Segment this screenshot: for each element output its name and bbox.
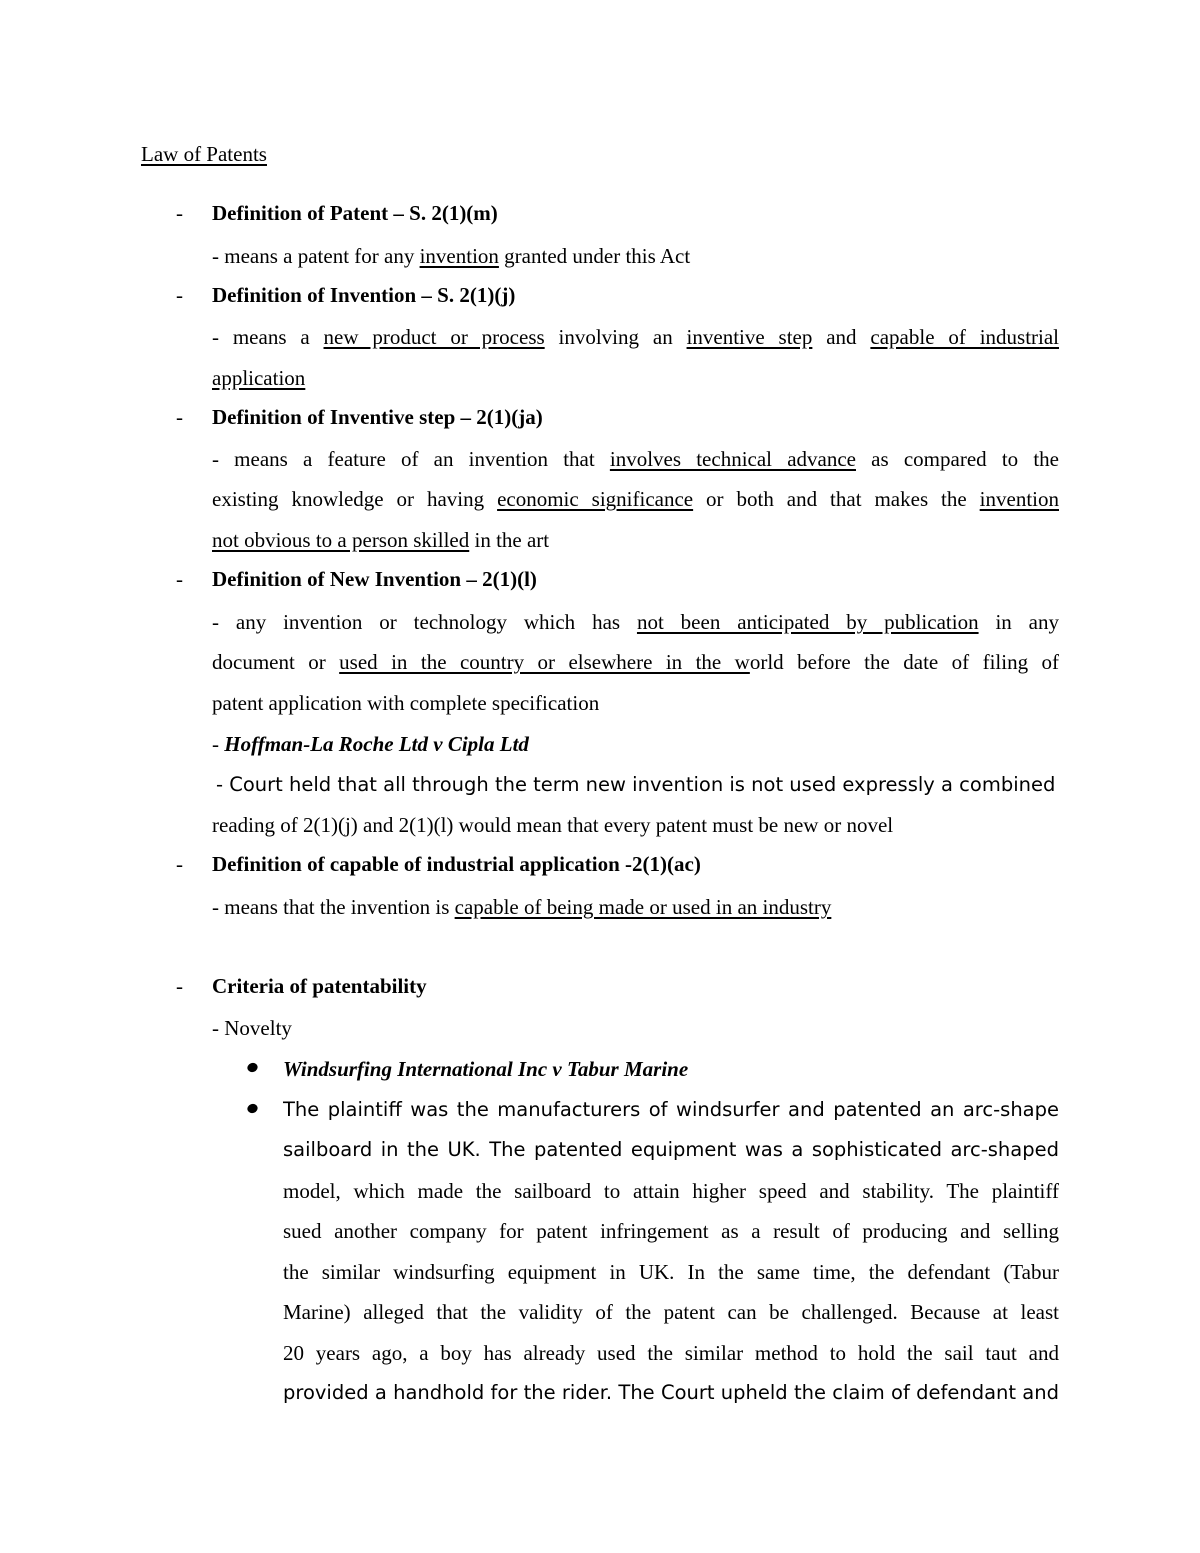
case-facts-line: provided a handhold for the rider. The Court upheld the claim of defendant and (283, 1381, 1059, 1404)
list-dash: - (176, 201, 183, 225)
heading-definition-invention: Definition of Invention – S. 2(1)(j) (212, 283, 516, 307)
list-dash: - (176, 974, 183, 998)
case-holding: reading of 2(1)(j) and 2(1)(l) would mean that every patent must be new or novel (212, 813, 894, 837)
definition-text: existing knowledge or having economic significance or both and that makes the invention (212, 487, 1059, 511)
definition-text: document or used in the country or elsewhere in the world before the date of filing of (212, 650, 1059, 674)
list-dash: - (176, 567, 183, 591)
case-facts-line: sailboard in the UK. The patented equipment was a sophisticated arc-shaped (283, 1138, 1059, 1161)
definition-text: application (212, 366, 306, 390)
heading-definition-new-invention: Definition of New Invention – 2(1)(l) (212, 567, 537, 591)
definition-text: - means a feature of an invention that involves technical advance as compared to the (212, 447, 1059, 471)
criteria-subheading: - Novelty (212, 1016, 292, 1040)
heading-definition-patent: Definition of Patent – S. 2(1)(m) (212, 201, 498, 225)
case-facts-line: 20 years ago, a boy has already used the similar method to hold the sail taut and (283, 1341, 1059, 1365)
heading-criteria-patentability: Criteria of patentability (212, 974, 427, 998)
bullet-icon (246, 1062, 259, 1074)
definition-text: patent application with complete specification (212, 691, 600, 715)
case-facts-line: Marine) alleged that the validity of the patent can be challenged. Because at least (283, 1300, 1059, 1324)
list-dash: - (176, 852, 183, 876)
case-citation: - Hoffman-La Roche Ltd v Cipla Ltd (212, 732, 529, 756)
case-holding: - Court held that all through the term new invention is not used expressly a combined (216, 773, 1056, 796)
heading-definition-industrial-application: Definition of capable of industrial application -2(1)(ac) (212, 852, 701, 876)
case-facts-line: The plaintiff was the manufacturers of windsurfer and patented an arc-shape (283, 1098, 1059, 1121)
definition-text: - any invention or technology which has not been anticipated by publication in any (212, 610, 1059, 634)
bullet-icon (246, 1103, 259, 1115)
heading-definition-inventive-step: Definition of Inventive step – 2(1)(ja) (212, 405, 543, 429)
page-title: Law of Patents (141, 142, 267, 166)
list-dash: - (176, 283, 183, 307)
definition-text: - means a patent for any invention granted under this Act (212, 244, 691, 268)
case-citation: Windsurfing International Inc v Tabur Marine (283, 1057, 689, 1081)
definition-text: - means a new product or process involving an inventive step and capable of industrial (212, 325, 1059, 349)
definition-text: not obvious to a person skilled in the art (212, 528, 550, 552)
case-facts-line: sued another company for patent infringement as a result of producing and selling (283, 1219, 1059, 1243)
case-facts-line: the similar windsurfing equipment in UK. In the same time, the defendant (Tabur (283, 1260, 1059, 1284)
definition-text: - means that the invention is capable of being made or used in an industry (212, 895, 832, 919)
case-facts-line: model, which made the sailboard to attain higher speed and stability. The plaintiff (283, 1179, 1059, 1203)
list-dash: - (176, 405, 183, 429)
